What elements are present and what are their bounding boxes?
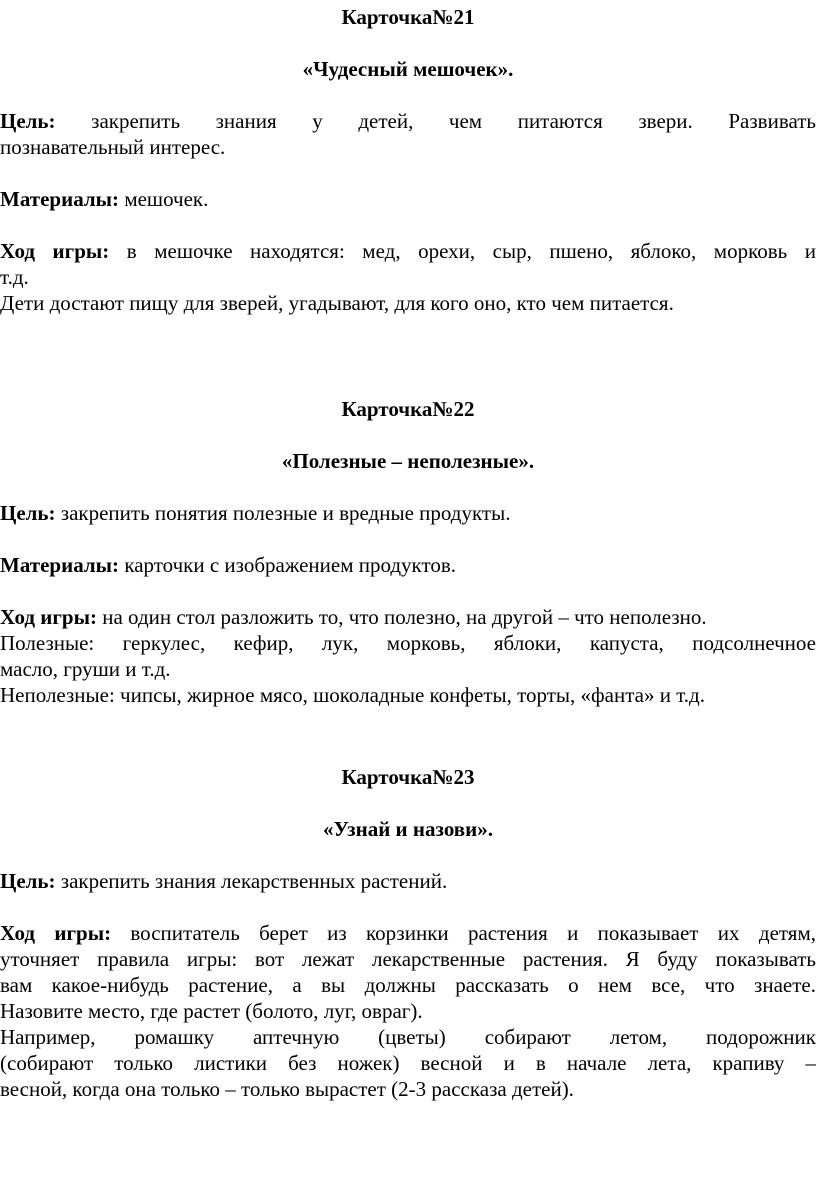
card-21-course-line-2: т.д. bbox=[0, 265, 29, 289]
card-23-goal-label: Цель: bbox=[0, 869, 56, 893]
card-22-course-text-1: на один стол разложить то, что полезно, на другой – что неполезно. bbox=[97, 605, 707, 629]
card-22-course-line-1 bbox=[0, 604, 816, 630]
card-23-title: «Узнай и назови». bbox=[322, 817, 493, 841]
card-22-course-line-4: Неполезные: чипсы, жирное мясо, шоколадные конфеты, торты, «фанта» и т.д. bbox=[0, 683, 705, 707]
card-22-goal-label: Цель: bbox=[0, 501, 56, 525]
card-22-materials-text: карточки с изображением продуктов. bbox=[119, 553, 457, 577]
card-21-materials-text: мешочек. bbox=[119, 187, 209, 211]
card-23-course-line-7: весной, когда она только – только вырастет (2-3 рассказа детей). bbox=[0, 1077, 574, 1101]
card-22-goal-text: закрепить понятия полезные и вредные продукты. bbox=[55, 501, 511, 525]
card-22-course-line-3: масло, груши и т.д. bbox=[0, 657, 171, 681]
card-23-course-line-5: Например, ромашку аптечную (цветы) собирают летом, подорожник bbox=[0, 1025, 816, 1049]
card-22-materials-label: Материалы: bbox=[0, 553, 120, 577]
card-23-course-label: Ход игры: bbox=[0, 921, 112, 945]
card-21-course-label: Ход игры: bbox=[0, 239, 110, 263]
card-23-goal bbox=[0, 868, 816, 894]
card-23-course-line-3: вам какое-нибудь растение, а вы должны рассказать о нем все, что знаете. bbox=[0, 973, 816, 997]
card-22-course-label: Ход игры: bbox=[0, 605, 97, 629]
card-23-heading: Карточка№23 bbox=[341, 765, 475, 789]
card-21-course-line-3: Дети достают пищу для зверей, угадывают, для кого оно, кто чем питается. bbox=[0, 291, 674, 315]
card-21-goal-text-1: закрепить знания у детей, чем питаются звери. Развивать bbox=[55, 109, 816, 133]
card-22-title: «Полезные – неполезные». bbox=[281, 449, 535, 473]
card-22-heading: Карточка№22 bbox=[341, 397, 475, 421]
card-23-goal-text: закрепить знания лекарственных растений. bbox=[55, 869, 448, 893]
card-23-course-text-1: воспитатель берет из корзинки растения и показывает их детям, bbox=[111, 921, 816, 945]
card-21-title: «Чудесный мешочек». bbox=[302, 57, 514, 81]
card-21-heading: Карточка№21 bbox=[341, 5, 475, 29]
card-23-course-line-4: Назовите место, где растет (болото, луг, овраг). bbox=[0, 999, 423, 1023]
card-23-course-line-1 bbox=[0, 920, 816, 946]
card-21-goal-label: Цель: bbox=[0, 109, 56, 133]
card-22-materials bbox=[0, 552, 816, 578]
card-21-materials bbox=[0, 186, 816, 212]
card-21-goal-line-1 bbox=[0, 108, 816, 134]
card-23-course-line-6: (собирают только листики без ножек) весной и в начале лета, крапиву – bbox=[0, 1051, 816, 1075]
card-21-materials-label: Материалы: bbox=[0, 187, 120, 211]
card-21-course-line-1 bbox=[0, 238, 816, 264]
card-21-course-text-1: в мешочке находятся: мед, орехи, сыр, пшено, яблоко, морковь и bbox=[109, 239, 816, 263]
card-21-goal-line-2: познавательный интерес. bbox=[0, 135, 226, 159]
card-22-goal bbox=[0, 500, 816, 526]
card-23-course-line-2: уточняет правила игры: вот лежат лекарственные растения. Я буду показывать bbox=[0, 947, 816, 971]
card-22-course-line-2: Полезные: геркулес, кефир, лук, морковь, яблоки, капуста, подсолнечное bbox=[0, 631, 816, 655]
